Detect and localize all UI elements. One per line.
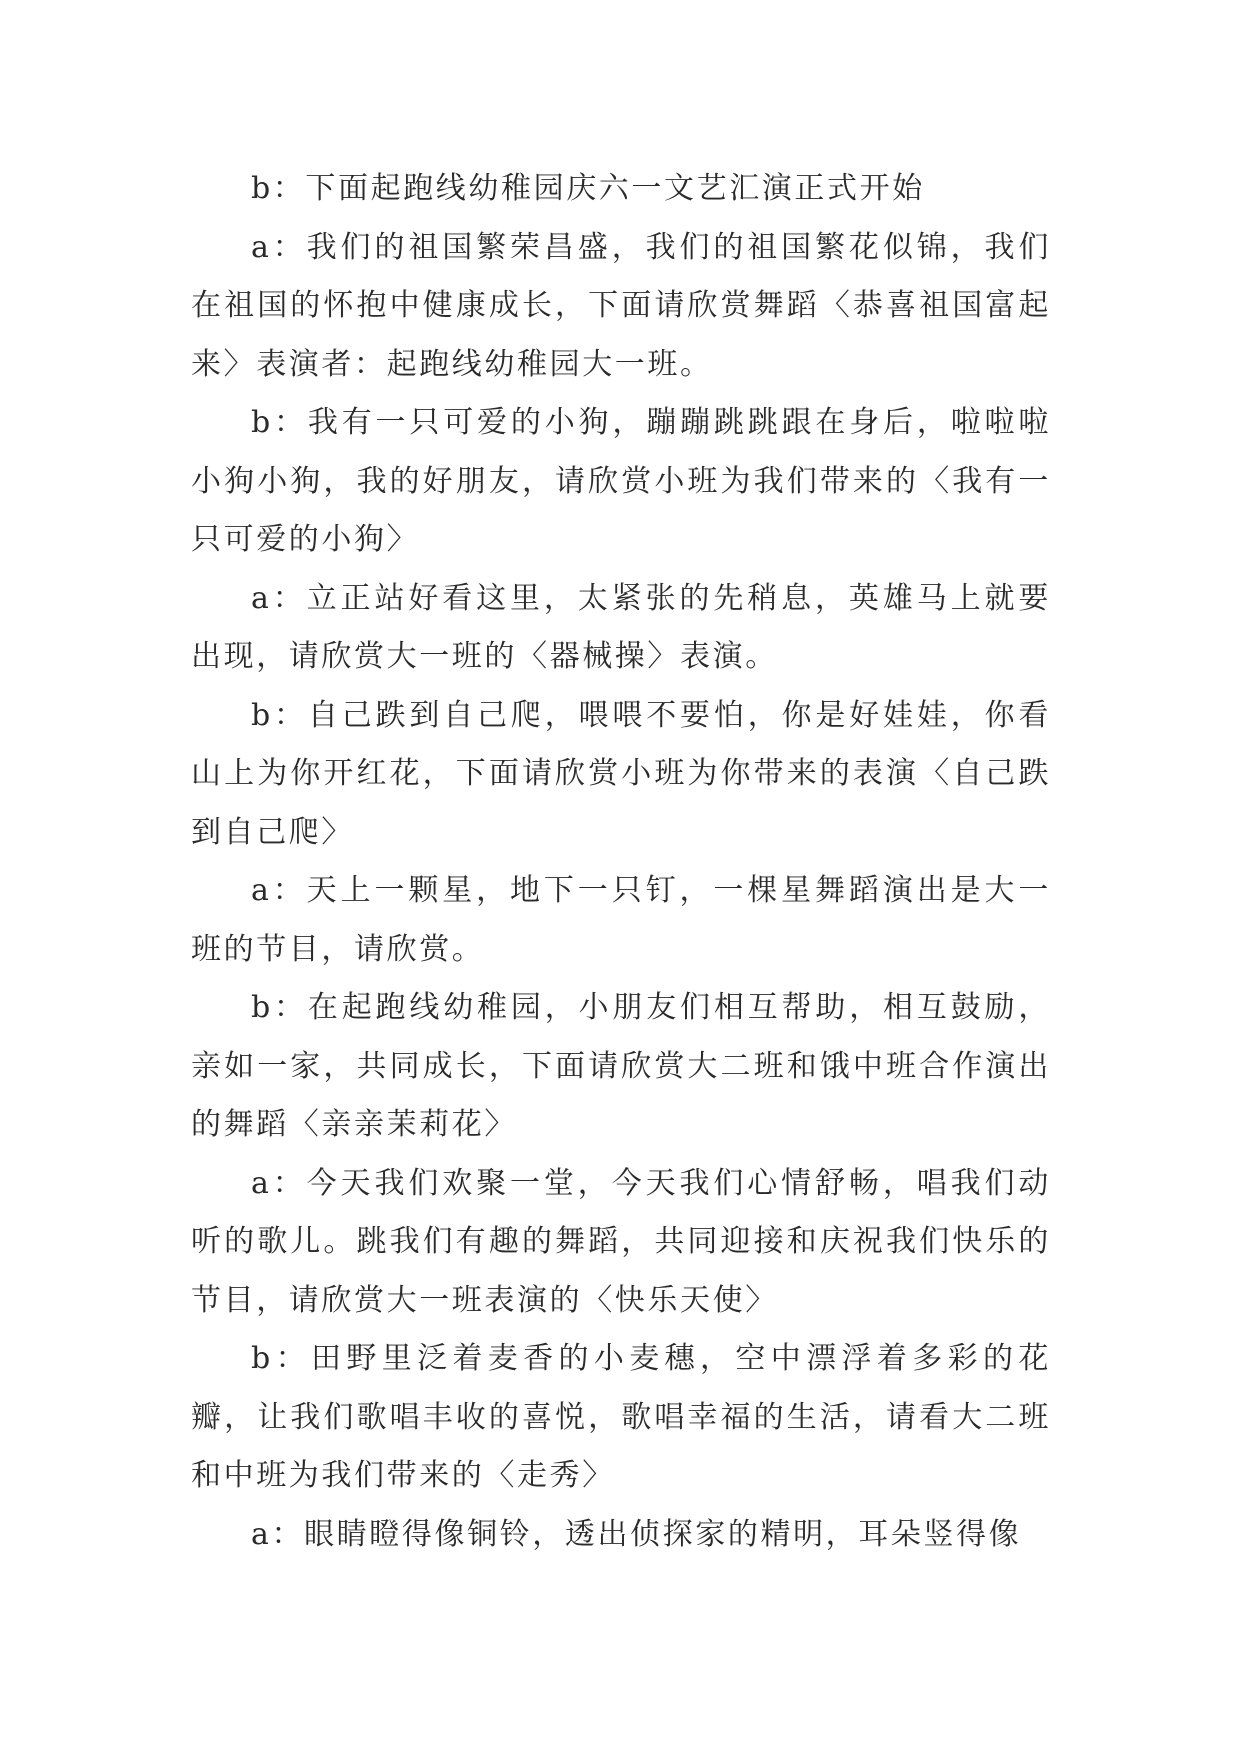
paragraph-dance-motherland: a：我们的祖国繁荣昌盛，我们的祖国繁花似锦，我们在祖国的怀抱中健康成长，下面请欣赏舞蹈〈恭喜祖国富起来〉表演者：起跑线幼稚园大一班。 xyxy=(191,229,1051,382)
paragraph-jasmine: b：在起跑线幼稚园，小朋友们相互帮助，相互鼓励，亲如一家，共同成长，下面请欣赏大二班和饿中班合作演出的舞蹈〈亲亲茉莉花〉 xyxy=(191,990,1051,1142)
document-body xyxy=(191,160,1051,1564)
paragraph-catwalk: b：田野里泛着麦香的小麦穗，空中漂浮着多彩的花瓣，让我们歌唱丰收的喜悦，歌唱幸福的生活，请看大二班和中班为我们带来的〈走秀〉 xyxy=(191,1341,1051,1493)
paragraph-puppy: b：我有一只可爱的小狗，蹦蹦跳跳跟在身后，啦啦啦小狗小狗，我的好朋友，请欣赏小班为我们带来的〈我有一只可爱的小狗〉 xyxy=(191,405,1051,557)
paragraph-detective: a：眼睛瞪得像铜铃，透出侦探家的精明，耳朵竖得像 xyxy=(251,1516,1022,1552)
paragraph-happy-angel: a：今天我们欢聚一堂，今天我们心情舒畅，唱我们动听的歌儿。跳我们有趣的舞蹈，共同迎接和庆祝我们快乐的节目，请欣赏大一班表演的〈快乐天使〉 xyxy=(191,1165,1051,1318)
paragraph-fall-and-climb: b：自己跌到自己爬，喂喂不要怕，你是好娃娃，你看山上为你开红花，下面请欣赏小班为你带来的表演〈自己跌到自己爬〉 xyxy=(191,697,1051,850)
paragraph-opening: b：下面起跑线幼稚园庆六一文艺汇演正式开始 xyxy=(251,171,925,206)
paragraph-apparatus-exercise: a：立正站好看这里，太紧张的先稍息，英雄马上就要出现，请欣赏大一班的〈器械操〉表演。 xyxy=(191,580,1051,674)
paragraph-star-dance: a：天上一颗星，地下一只钉，一棵星舞蹈演出是大一班的节目，请欣赏。 xyxy=(191,873,1051,967)
